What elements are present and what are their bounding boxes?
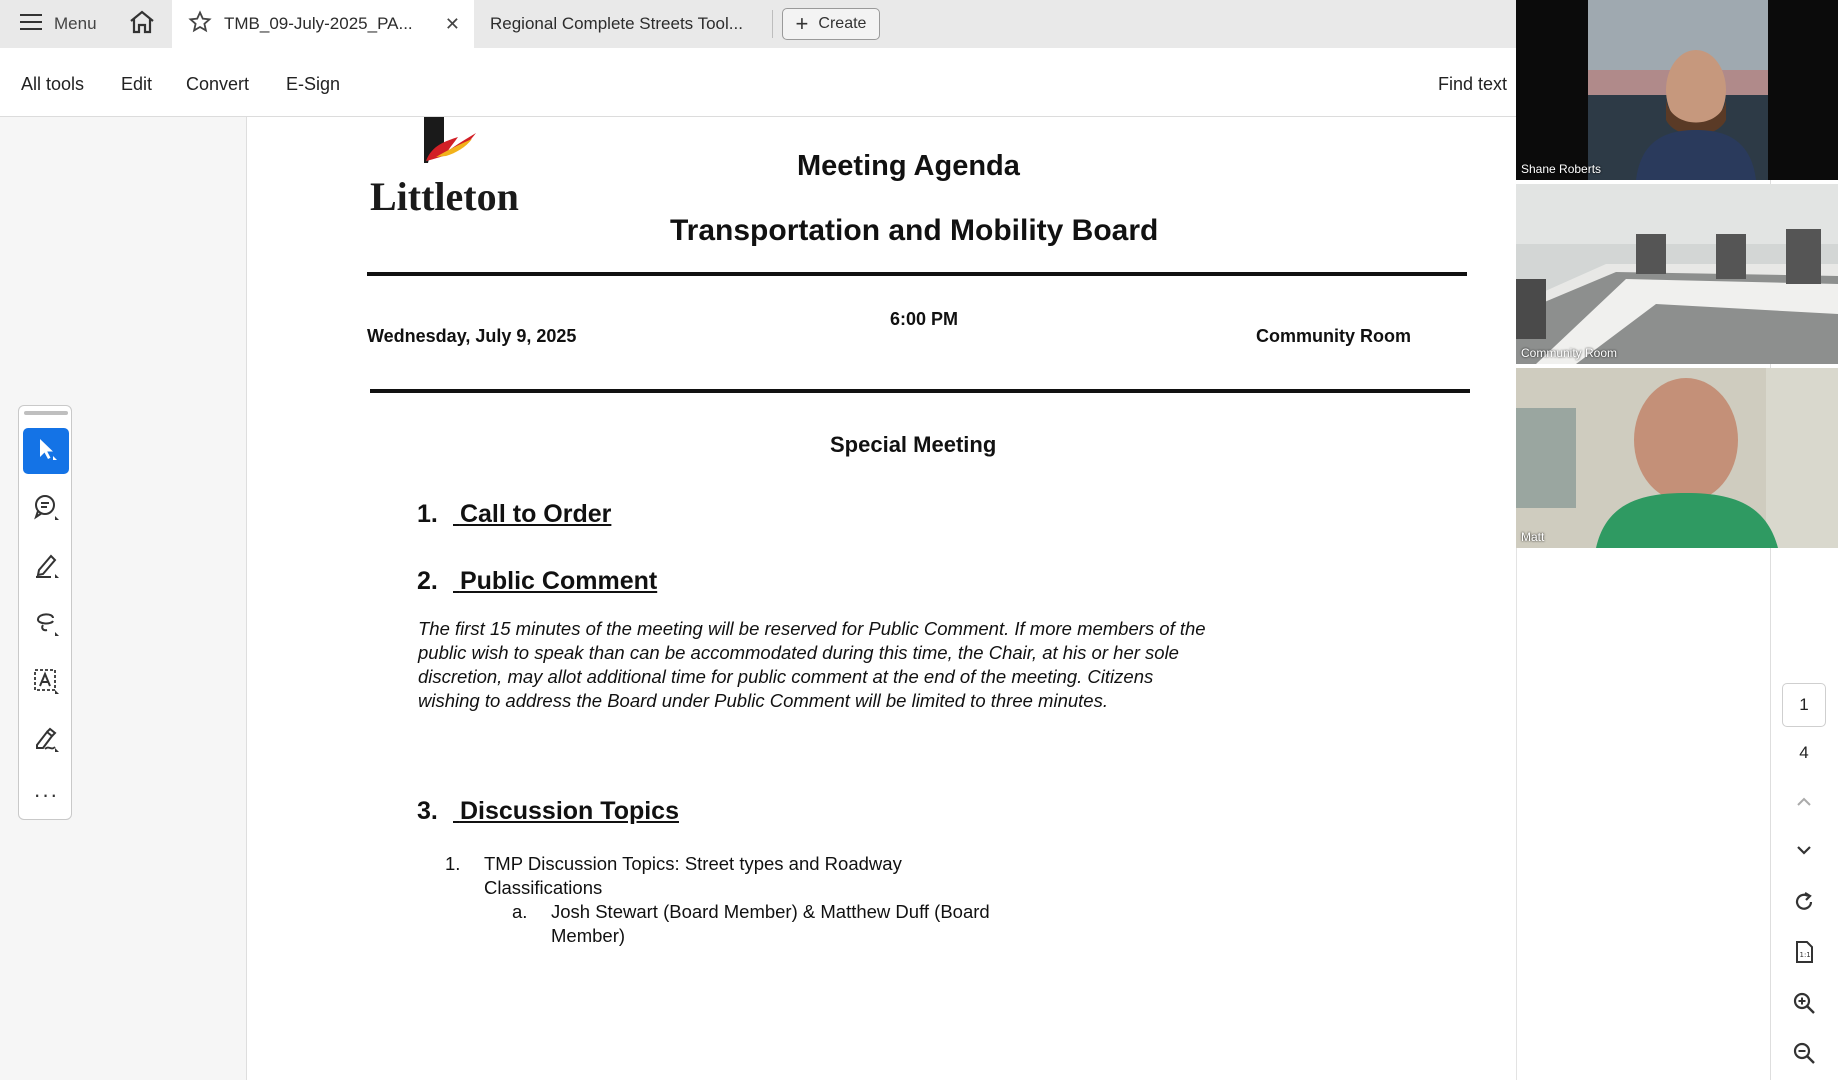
home-icon (128, 9, 156, 40)
previous-page-button[interactable] (1786, 786, 1822, 822)
meeting-date: Wednesday, July 9, 2025 (367, 326, 577, 346)
all-tools-button[interactable]: All tools (21, 74, 85, 94)
zoom-in-button[interactable] (1786, 987, 1822, 1023)
video-side-strip (1516, 548, 1591, 1080)
list-item: TMP Discussion Topics: Street types and Roadway Classifications (484, 853, 902, 898)
create-button[interactable] (782, 8, 880, 40)
lasso-draw-icon (31, 608, 61, 643)
public-comment-paragraph: The first 15 minutes of the meeting will be reserved for Public Comment. If more members of the public wish to speak than can be accommodated during this time, the Chair, at his or her sole discretion, may allot additional time for public comment at the end of the meeting. Citizens wishing to address the Board under Public Comment will be limited to three minutes. (418, 618, 1206, 711)
sub-item: Josh Stewart (Board Member) & Matthew Duff (Board Member) (551, 901, 990, 946)
sign-tool-button[interactable] (23, 718, 69, 764)
home-button[interactable] (128, 0, 156, 48)
video-tile-community-room[interactable] (1516, 184, 1838, 364)
logo-text: Littleton (370, 174, 519, 219)
tab-divider (772, 10, 773, 38)
comment-icon (31, 492, 61, 527)
edit-button[interactable]: Edit (121, 74, 153, 94)
littleton-logo (370, 117, 519, 219)
participant-name: Matt (1521, 530, 1545, 544)
comment-tool-button[interactable] (23, 486, 69, 532)
meeting-location: Community Room (1256, 326, 1411, 346)
text-select-icon (31, 666, 61, 701)
close-icon[interactable]: ✕ (444, 13, 460, 34)
video-tile-matt[interactable] (1516, 368, 1838, 548)
e-sign-button[interactable]: E-Sign (286, 74, 341, 94)
participant-name: Shane Roberts (1521, 162, 1602, 176)
page-number-input[interactable]: 1 (1782, 683, 1826, 727)
zoom-out-icon (1791, 1040, 1817, 1071)
chevron-up-icon (1791, 789, 1817, 820)
section-heading (417, 797, 679, 826)
section-heading (417, 500, 611, 529)
zoom-in-icon (1791, 990, 1817, 1021)
more-tools-button[interactable] (23, 772, 69, 818)
video-feed (1516, 368, 1838, 548)
section-number: 1. (417, 500, 438, 528)
chevron-down-icon (1791, 837, 1817, 868)
header-divider (367, 272, 1467, 276)
star-icon[interactable] (188, 10, 212, 39)
convert-button[interactable]: Convert (186, 74, 250, 94)
page-fit-button[interactable] (1786, 936, 1822, 972)
rotate-icon (1791, 889, 1817, 920)
meta-divider (370, 389, 1470, 393)
zoom-out-button[interactable] (1786, 1037, 1822, 1073)
create-label: Create (818, 15, 867, 32)
board-title: Transportation and Mobility Board (670, 214, 1159, 247)
svg-text:1:1: 1:1 (1799, 950, 1811, 959)
section-number: 2. (417, 567, 438, 595)
next-page-button[interactable] (1786, 834, 1822, 870)
hamburger-icon (20, 13, 42, 36)
plus-icon: + (795, 11, 809, 36)
page-fit-icon (1791, 939, 1817, 970)
select-arrow-icon (31, 434, 61, 469)
section-number: 3. (417, 797, 438, 825)
signature-pen-icon (31, 724, 61, 759)
meeting-time: 6:00 PM (890, 309, 959, 329)
find-text-input[interactable]: Find text (1438, 74, 1508, 94)
video-feed (1516, 0, 1838, 180)
tab-title: Regional Complete Streets Tool... (490, 14, 743, 33)
menu-button[interactable] (20, 0, 97, 48)
highlight-pen-icon (31, 550, 61, 585)
draw-tool-button[interactable] (23, 602, 69, 648)
text-tool-button[interactable] (23, 660, 69, 706)
rotate-button[interactable] (1786, 886, 1822, 922)
section-title: Discussion Topics (459, 797, 679, 825)
sub-item-letter: a. (512, 901, 528, 922)
palette-drag-handle[interactable] (24, 411, 68, 415)
highlight-tool-button[interactable] (23, 544, 69, 590)
tab-title: TMB_09-July-2025_PA... (224, 14, 413, 33)
quick-tools-palette (18, 405, 72, 820)
menu-label: Menu (54, 14, 97, 33)
page-total: 4 (1799, 743, 1809, 762)
select-tool-button[interactable] (23, 428, 69, 474)
section-title: Public Comment (459, 567, 658, 595)
littleton-logo-mark (370, 117, 480, 173)
participant-name: Community Room (1521, 346, 1618, 360)
meeting-type: Special Meeting (830, 432, 997, 457)
section-title: Call to Order (459, 500, 612, 528)
tab-active-document[interactable] (172, 0, 474, 48)
list-item-number: 1. (445, 853, 461, 874)
agenda-title: Meeting Agenda (797, 150, 1020, 182)
more-icon: ··· (33, 782, 59, 807)
section-heading (417, 567, 657, 596)
tab-regional-complete-streets[interactable] (490, 0, 743, 48)
video-tile-shane-roberts[interactable] (1516, 0, 1838, 180)
video-feed (1516, 184, 1838, 364)
